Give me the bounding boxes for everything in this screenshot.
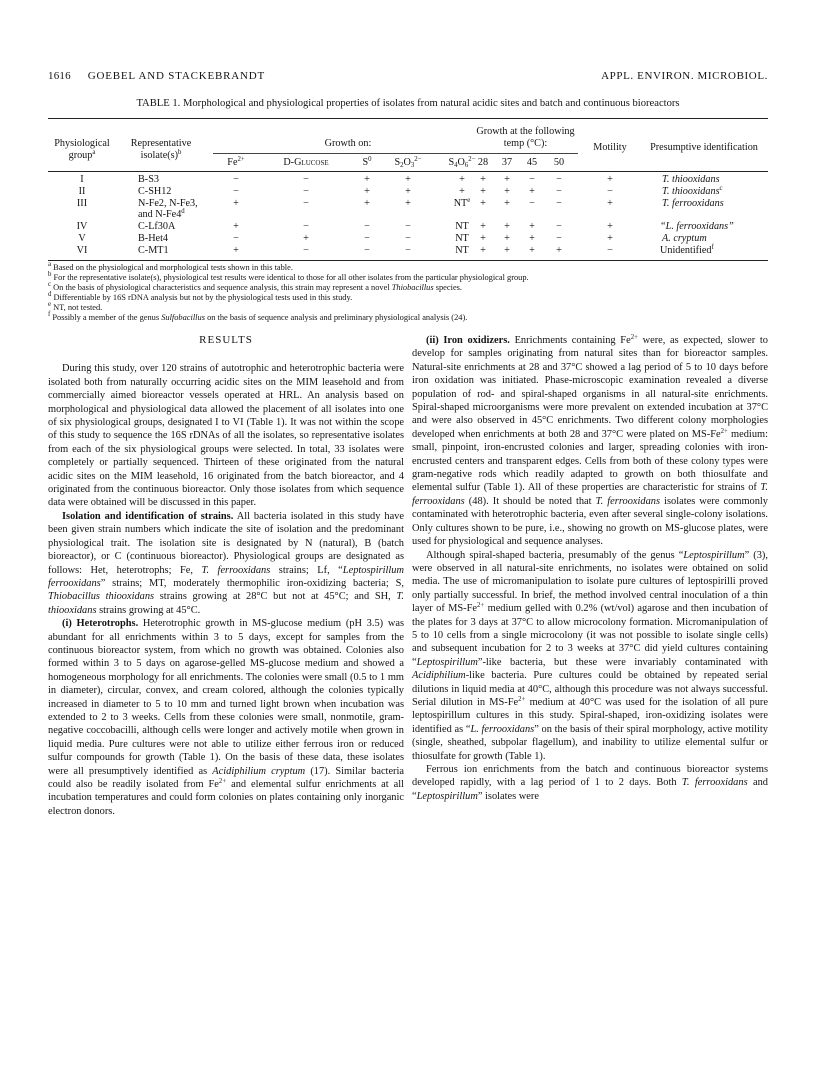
footnote-e: $^e$ NT, not tested. [48,301,103,312]
row-5-t37: + [504,233,510,244]
row-4-t50: − [556,221,562,232]
row-6-s2o3: − [405,245,411,256]
row-1-group: I [80,174,84,185]
row-2-glucose: − [303,186,309,197]
row-3-isolate-cont: and N-Fe4$^d$ [138,208,185,220]
paragraph-results-intro: During this study, over 120 strains of autotrophic and heterotrophic bacteria were isolated both from naturally occurring acidic sites on the MIM leasehold and from commercially aimed bioreactor vessels operated at HRL. An analysis based on morphological and physiological data allowed the placement of all isolates into one of six physiological groups, designated I to VI (Table 1). It was not within the scope of this study to sequence the 16S rDNAs of all the isolates, so representative isolates from each of the six physiological groups were selected. In total, 33 isolates were completely or partially sequenced. Thirteen of these originated from the natural acidic sites on the MIM leasehold, 16 originated from the batch bioreactor, and 4 originated from the continuous bioreactor. Only those isolates from which sequence data were obtained will be discussed in this paper. [48,363,404,509]
row-6-fe: + [233,245,239,256]
left-column [48,334,404,818]
row-2-t37: + [504,186,510,197]
row-2-isolate: C-SH12 [138,186,172,197]
row-6-motility: − [607,245,613,256]
row-4-s0: − [364,221,370,232]
row-5-fe: − [233,233,239,244]
row-6-isolate: C-MT1 [138,245,169,256]
row-4-group: IV [76,221,88,232]
header-representative-isolate: Representative $isolate(s)^b$ [130,138,192,161]
row-1-s2o3: + [405,174,411,185]
row-2-group: II [78,186,86,197]
growth-on-rule [213,153,483,154]
footnote-b: $^b$ For the representative isolate(s), physiological test results were identical to those for all other isolates from the particular physiological group. [48,271,529,282]
row-1-s0: + [364,174,370,185]
header-tetrathionate: $S_4O_6^{2-}$ [448,156,476,169]
row-3-s0: + [364,198,370,209]
row-4-glucose: − [303,221,309,232]
row-6-s0: − [364,245,370,256]
paragraph-heterotrophs: (i) Heterotrophs. Heterotrophic growth in MS-glucose medium (pH 3.5) was abundant for all enrichments within 3 to 5 days, except for samples from the continuous bioreactor system, from which no growth was obtained. Colonies also formed within 3 to 5 days on agarose-gelled MS-glucose medium and showed a homogeneous morphology for all enrichments. The colonies were small (0.5 to 1 mm in diameter), circular, convex, and cream colored, although the colonies typically increased in diameter to 5 to 10 mm and turned light brown when incubation was extended to 2 to 3 weeks. Cells from these colonies were small, nonmotile, gram-negative coccobacilli, although cells were longer and actively motile when grown in liquid media. Pure cultures were not able to utilize either ferrous iron or reduced sulfur compounds for growth (Table 1). On the basis of these data, these isolates were all presumptively identified as Acidiphilium cryptum (17). Similar bacteria could also be readily isolated from $Fe^{2+}$ and elemental sulfur enrichments at all incubation temperatures and could form colonies on plates containing only inorganic electron donors. [48,618,405,817]
row-1-glucose: − [303,174,309,185]
row-4-s2o3: − [405,221,411,232]
header-physiological-group: Physiological group$^a$ [54,138,110,161]
row-5-s0: − [364,233,370,244]
header-temp-45: 45 [526,157,538,168]
row-3-t37: + [504,198,510,209]
header-growth-on: Growth on: [324,138,372,149]
row-6-glucose: − [303,245,309,256]
row-3-fe: + [233,198,239,209]
row-3-motility: + [607,198,613,209]
paragraph-bioreactor-enrichments: Ferrous ion enrichments from the batch and continuous bioreactor systems developed rapidly, with a lag period of 1 to 2 days. Both T. ferrooxidans and “Leptospirillum” isolates were [412,764,768,802]
row-5-isolate: B-Het4 [138,233,168,244]
row-1-fe: − [233,174,239,185]
row-4-motility: + [607,221,613,232]
row-3-identification: T. ferrooxidans [662,198,724,209]
row-6-t50: + [556,245,562,256]
header-temp-28: 28 [477,157,489,168]
row-4-isolate: C-Lf30A [138,221,176,232]
row-2-s0: + [364,186,370,197]
row-5-s2o3: − [405,233,411,244]
row-4-s4o6: NT [455,221,469,232]
header-growth-temp: Growth at the following temp (°C): [476,126,575,149]
paragraph-isolation: Isolation and identification of strains. All bacteria isolated in this study have been given strain numbers which indicate the site of isolation and the predominant physiological trait. The isolation site is designated by N (natural), B (batch bioreactor), or C (continuous bioreactor). Physiological groups are designated as follows: Het, heterotrophs; Fe, T. ferrooxidans strains; Lf, “Leptospirillum ferrooxidans” strains; MT, moderately thermophilic iron-oxidizing bacteria; S, Thiobacillus thiooxidans strains growing at 28°C but not at 45°C; and SH, T. thiooxidans strains growing at 45°C. [48,510,405,616]
footnote-a: $^a$ Based on the physiological and morphological tests shown in this table. [48,261,293,272]
row-5-glucose: + [303,233,309,244]
row-5-motility: + [607,233,613,244]
header-d-glucose: D-Glucose [283,157,329,168]
table-header-rule [48,171,768,172]
row-1-s4o6: + [459,174,465,185]
row-1-t37: + [504,174,510,185]
header-s0: $S^0$ [362,156,372,168]
row-3-s2o3: + [405,198,411,209]
row-5-t28: + [480,233,486,244]
authors: GOEBEL AND STACKEBRANDT [87,70,265,82]
row-1-isolate: B-S3 [138,174,159,185]
row-3-s4o6: $NT^e$ [453,197,471,209]
row-3-isolate: N-Fe2, N-Fe3, [138,198,198,209]
header-motility: Motility [593,142,627,153]
journal-name: APPL. ENVIRON. MICROBIOL. [601,70,768,82]
footnote-f: $^f$ Possibly a member of the genus Sulfobacillus on the basis of sequence analysis and preliminary physiological analysis (24). [48,311,468,322]
table-caption: TABLE 1. Morphological and physiological properties of isolates from natural acidic sites and batch and continuous bioreactors [136,98,680,109]
row-1-t45: − [529,174,535,185]
paragraph-leptospirillum: Although spiral-shaped bacteria, presumably of the genus “Leptospirillum” (3), were observed in all natural-site enrichments, no isolates were obtained on solid media. The use of micromanipulation to isolate pure cultures of leptospirilli proved only partially successful. In brief, the method involved central inoculation of a thin layer of $MS-Fe^{2+}$ medium gelled with 0.2% (wt/vol) agarose and then incubation of the plates for 3 days at 37°C to allow microcolony formation. Micromanipulation of 5 to 10 cells from a single microcolony (it was not possible to isolate single cells) and subsequent incubation for 2 to 3 weeks at 37°C did yield cultures containing “Leptospirillum”-like bacteria, but these were invariably contaminated with Acidiphilium-like bacteria. Pure cultures could be obtained by repeated serial dilutions in liquid media at 40°C, although this procedure was not always successful. Serial dilution in $MS-Fe^{2+}$ medium at 40°C was used for the isolation of all pure leptospirillum cultures in this study. Spiral-shaped, iron-oxidizing isolates were identified as “L. ferrooxidans” on the basis of their spiral morphology, active motility (single, sheathed, subpolar flagellum), and inability to utilize elemental sulfur or thiosulfate for growth (Table 1). [412,549,768,762]
row-2-t50: − [556,186,562,197]
row-3-t28: + [480,198,486,209]
row-6-s4o6: NT [455,245,469,256]
page-number: 1616 [48,70,71,82]
row-4-t45: + [529,221,535,232]
row-3-glucose: − [303,198,309,209]
header-presumptive-identification: Presumptive identification [650,142,758,153]
footnote-d: $^d$ Differentiable by 16S rDNA analysis but not by the physiological tests used in this study. [48,291,353,302]
row-3-group: III [76,198,88,209]
row-2-t28: + [480,186,486,197]
row-6-group: VI [76,245,88,256]
running-header-left [48,70,265,82]
growth-temp-rule [468,153,578,154]
row-5-t50: − [556,233,562,244]
row-4-fe: + [233,221,239,232]
row-6-identification: Unidentified$^f$ [660,244,714,256]
row-3-t50: − [556,198,562,209]
section-heading-results: RESULTS [199,334,253,346]
row-2-motility: − [607,186,613,197]
row-1-identification: T. thiooxidans [662,174,720,185]
row-5-group: V [78,233,86,244]
footnote-c: $^c$ On the basis of physiological characteristics and sequence analysis, this strain may represent a novel Thiobacillus species. [48,281,463,292]
row-1-t28: + [480,174,486,185]
header-fe2: $Fe^{2+}$ [227,156,245,168]
row-2-t45: + [529,186,535,197]
row-3-t45: − [529,198,535,209]
row-5-t45: + [529,233,535,244]
row-2-s4o6: + [459,186,465,197]
row-6-t28: + [480,245,486,256]
row-6-t37: + [504,245,510,256]
table-bottom-rule [48,260,768,261]
table-top-rule [48,118,768,119]
header-temp-37: 37 [501,157,513,168]
row-2-s2o3: + [405,186,411,197]
row-4-identification: “L. ferrooxidans” [660,221,734,232]
paragraph-iron-oxidizers: (ii) Iron oxidizers. Enrichments containing $Fe^{2+}$ were, as expected, slower to develop for samples originating from natural sites than for bioreactor samples. Natural-site enrichments at 28 and 37°C showed a lag period of 5 to 10 days before iron oxidation was initiated. Phase-microscopic examination revealed a diverse population of rod- and spiral-shaped organisms in all natural-site enrichments. Spiral-shaped microorganisms were more prevalent on extended incubation at 37°C and were also observed in 45°C enrichments. Two different colony morphologies developed when enrichments at both 28 and 37°C were plated on $MS-Fe^{2+}$ medium: small, pinpoint, iron-encrusted colonies and larger, spreading colonies with iron-encrusted centers and transparent edges. Cells from both of these colony types were gram-negative rods which readily adapted to growth on both thiosulfate and elemental sulfur (Table 1). All of these properties are characteristic for strains of T. ferrooxidans (48). It should be noted that T. ferrooxidans isolates were commonly contaminated with heterotrophic bacteria, even after several single-colony isolations. Only cultures shown to be pure, i.e., showing no growth on MS-glucose plates, were used for physiological and sequence analyses. [412,334,769,548]
header-temp-50: 50 [553,157,565,168]
right-column [412,334,768,803]
row-1-motility: + [607,174,613,185]
row-4-t37: + [504,221,510,232]
row-2-fe: − [233,186,239,197]
row-2-identification: T. thiooxidans$^c$ [662,185,723,197]
row-5-identification: A. cryptum [662,233,707,244]
row-6-t45: + [529,245,535,256]
header-thiosulfate: $S_2O_3^{2-}$ [394,156,422,169]
row-4-t28: + [480,221,486,232]
row-1-t50: − [556,174,562,185]
row-5-s4o6: NT [455,233,469,244]
